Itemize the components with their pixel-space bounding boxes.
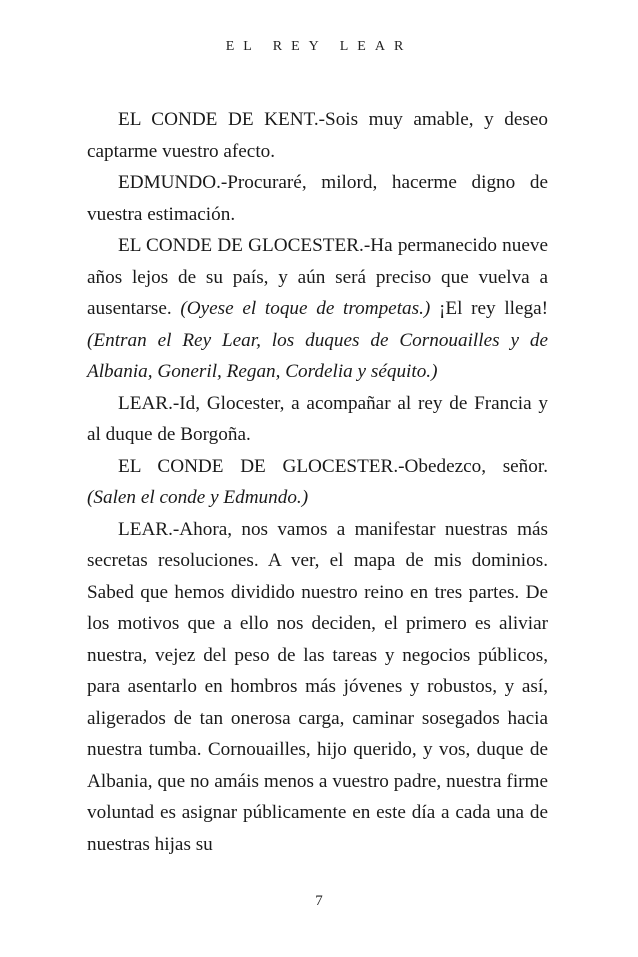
speech-lear-2: LEAR.-Ahora, nos vamos a manifestar nuestras más secretas resoluciones. A ver, el mapa de mis dominios. Sabed que hemos dividido nuestro reino en tres partes. De los motivos que a ello nos deciden, el primero es aliviar nuestra, vejez del peso de las tareas y negocios públicos, para asentarlo en hombros más jóvenes y robustos, y así, aligerados de tan onerosa carga, caminar sosegados hacia nuestra tumba. Cornouailles, hijo querido, y vos, duque de Albania, que no amáis menos a vuestro padre, nuestra firme voluntad es asignar públicamente en este día a cada una de nuestras hijas su xyxy=(87,518,548,855)
body-text xyxy=(87,104,548,860)
paragraph-edmundo xyxy=(87,167,548,230)
paragraph-glocester xyxy=(87,230,548,388)
stage-direction-exit: (Salen el conde y Edmundo.) xyxy=(87,487,309,508)
paragraph-kent xyxy=(87,104,548,167)
paragraph-lear-1 xyxy=(87,388,548,451)
paragraph-lear-2 xyxy=(87,514,548,861)
paragraph-glocester-2 xyxy=(87,451,548,514)
speech-edmundo: EDMUNDO.-Procuraré, milord, hacerme digno de vuestra estimación. xyxy=(87,172,548,225)
speech-glocester-2: EL CONDE DE GLOCESTER.-Obedezco, señor. xyxy=(118,455,548,477)
speech-glocester: EL CONDE DE GLOCESTER.-Ha permanecido nueve años lejos de su país, y aún será preciso que vuelva a ausentarse. xyxy=(87,235,548,319)
speech-glocester-cont: ¡El rey llega! xyxy=(430,298,548,319)
speech-kent: EL CONDE DE KENT.-Sois muy amable, y deseo captarme vuestro afecto. xyxy=(87,109,548,162)
running-head: EL REY LEAR xyxy=(225,39,413,54)
stage-direction-entrance: (Entran el Rey Lear, los duques de Cornouailles y de Albania, Goneril, Regan, Cordelia y séquito.) xyxy=(87,329,548,382)
page-number: 7 xyxy=(315,893,323,909)
speech-lear-1: LEAR.-Id, Glocester, a acompañar al rey de Francia y al duque de Borgoña. xyxy=(87,392,548,445)
stage-direction-trumpets: (Oyese el toque de trompetas.) xyxy=(180,298,431,319)
